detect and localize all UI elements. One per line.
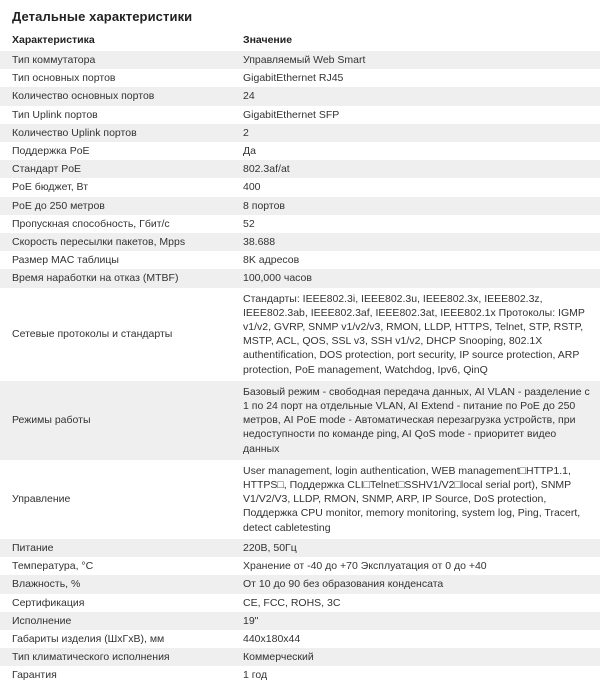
table-header: [0, 31, 600, 51]
row-value: 440x180x44: [237, 630, 600, 648]
table-body: [0, 51, 600, 685]
table-row: [0, 51, 600, 69]
table-row: [0, 288, 600, 381]
row-parameter: Стандарт PoE: [0, 160, 237, 178]
row-parameter: Гарантия: [0, 666, 237, 684]
table-row: [0, 594, 600, 612]
row-value: Хранение от -40 до +70 Эксплуатация от 0 до +40: [237, 557, 600, 575]
row-value: Стандарты: IEEE802.3i, IEEE802.3u, IEEE802.3x, IEEE802.3z, IEEE802.3ab, IEEE802.3af, IEEE802.3at, IEEE802.1x Протоколы: IGMP v1/v2, GVRP, SNMP v1/v2/v3, RMON, LLDP, HTTPS, Telnet, STP, RSTP, MSTP, ACL, QOS, SSL v3, SSH v1/v2, DHCP Snooping, 802.1X authentification, DOS protection, port security, IP source protection, ARP protection, PoE management, Watchdog, Ipv6, QinQ: [237, 288, 600, 381]
row-parameter: Влажность, %: [0, 575, 237, 593]
row-parameter: Время наработки на отказ (MTBF): [0, 269, 237, 287]
table-row: [0, 69, 600, 87]
row-parameter: Поддержка PoE: [0, 142, 237, 160]
row-value: 24: [237, 87, 600, 105]
table-row: [0, 106, 600, 124]
row-parameter: Сетевые протоколы и стандарты: [0, 288, 237, 381]
page-title: Детальные характеристики: [12, 9, 193, 24]
row-value: 802.3af/at: [237, 160, 600, 178]
table-row: [0, 460, 600, 539]
row-value: Да: [237, 142, 600, 160]
row-parameter: Пропускная способность, Гбит/с: [0, 215, 237, 233]
table-row: [0, 178, 600, 196]
table-row: [0, 612, 600, 630]
table-row: [0, 87, 600, 105]
row-value: Коммерческий: [237, 648, 600, 666]
specifications-table: [0, 31, 600, 685]
table-row: [0, 381, 600, 460]
table-row: [0, 233, 600, 251]
row-parameter: PoE бюджет, Вт: [0, 178, 237, 196]
row-value: От 10 до 90 без образования конденсата: [237, 575, 600, 593]
table-row: [0, 215, 600, 233]
row-parameter: PoE до 250 метров: [0, 197, 237, 215]
table-row: [0, 539, 600, 557]
row-parameter: Тип климатического исполнения: [0, 648, 237, 666]
row-parameter: Тип Uplink портов: [0, 106, 237, 124]
table-row: [0, 124, 600, 142]
table-row: [0, 142, 600, 160]
table-row: [0, 251, 600, 269]
column-header-parameter: Характеристика: [0, 31, 237, 51]
table-row: [0, 666, 600, 684]
table-header-row: [0, 31, 600, 51]
table-row: [0, 557, 600, 575]
row-value: 1 год: [237, 666, 600, 684]
row-parameter: Количество Uplink портов: [0, 124, 237, 142]
row-parameter: Режимы работы: [0, 381, 237, 460]
row-value: 38.688: [237, 233, 600, 251]
row-parameter: Сертификация: [0, 594, 237, 612]
table-row: [0, 269, 600, 287]
row-value: 220В, 50Гц: [237, 539, 600, 557]
row-value: GigabitEthernet RJ45: [237, 69, 600, 87]
row-value: 52: [237, 215, 600, 233]
row-value: 8 портов: [237, 197, 600, 215]
row-parameter: Размер MAC таблицы: [0, 251, 237, 269]
row-value: Управляемый Web Smart: [237, 51, 600, 69]
row-value: 400: [237, 178, 600, 196]
table-row: [0, 648, 600, 666]
row-parameter: Количество основных портов: [0, 87, 237, 105]
table-row: [0, 160, 600, 178]
row-value: 2: [237, 124, 600, 142]
row-parameter: Управление: [0, 460, 237, 539]
column-header-value: Значение: [237, 31, 600, 51]
row-value: GigabitEthernet SFP: [237, 106, 600, 124]
row-value: 8K адресов: [237, 251, 600, 269]
row-parameter: Температура, °C: [0, 557, 237, 575]
row-value: User management, login authentication, WEB management□HTTP1.1, HTTPS□, Поддержка CLI□Telnet□SSHV1/V2□local serial port), SNMP V1/V2/V3, LLDP, RMON, SNMP, ARP, IP Source, DoS protection, Поддержка CPU monitor, memory monitoring, system log, Ping, Tracert, detect cabletesting: [237, 460, 600, 539]
row-value: 100,000 часов: [237, 269, 600, 287]
row-parameter: Тип основных портов: [0, 69, 237, 87]
row-parameter: Скорость пересылки пакетов, Mpps: [0, 233, 237, 251]
row-parameter: Габариты изделия (ШхГхВ), мм: [0, 630, 237, 648]
table-row: [0, 575, 600, 593]
table-row: [0, 630, 600, 648]
row-value: Базовый режим - свободная передача данных, AI VLAN - разделение с 1 по 24 порт на отдельные VLAN, AI Extend - питание по PoE до 250 метров, AI PoE mode - Автоматическая перезагрузка устройств, при недоступности по команде ping, AI QoS mode - приоритет видео данных: [237, 381, 600, 460]
row-value: 19": [237, 612, 600, 630]
row-parameter: Тип коммутатора: [0, 51, 237, 69]
row-parameter: Исполнение: [0, 612, 237, 630]
table-row: [0, 197, 600, 215]
row-parameter: Питание: [0, 539, 237, 557]
row-value: CE, FCC, ROHS, 3C: [237, 594, 600, 612]
